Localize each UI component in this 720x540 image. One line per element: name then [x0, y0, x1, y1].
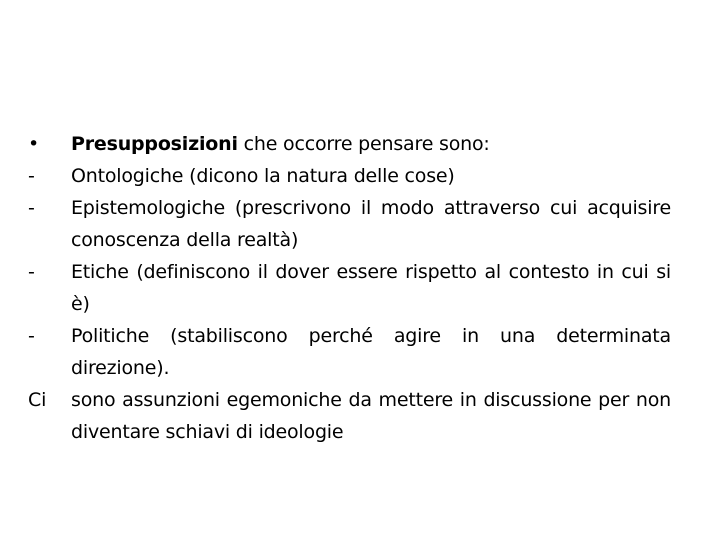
- bullet-item-presupposizioni: [28, 128, 671, 160]
- bullet-marker: •: [28, 133, 40, 155]
- item-text: Politiche (stabiliscono perché agire in una determinata direzione).: [71, 325, 671, 379]
- dash-marker: -: [28, 261, 35, 283]
- list-item-ontologiche: [28, 160, 671, 192]
- list-item-etiche: [28, 256, 671, 320]
- list-item-epistemologiche: [28, 192, 671, 256]
- bold-term: Presupposizioni: [71, 133, 238, 155]
- item-text: che occorre pensare sono:: [237, 133, 490, 155]
- dash-marker: -: [28, 197, 35, 219]
- dash-marker: -: [28, 165, 35, 187]
- item-text: Ontologiche (dicono la natura delle cose): [71, 165, 455, 187]
- list-item-politiche: [28, 320, 671, 384]
- paragraph-lead-word: Ci: [28, 389, 47, 411]
- item-text: Epistemologiche (prescrivono il modo attraverso cui acquisire conoscenza della realtà): [71, 197, 671, 251]
- dash-marker: -: [28, 325, 35, 347]
- closing-paragraph: [28, 384, 671, 448]
- item-text: Etiche (definiscono il dover essere rispetto al contesto in cui si è): [71, 261, 671, 315]
- item-text: sono assunzioni egemoniche da mettere in discussione per non diventare schiavi di ideologie: [71, 389, 671, 443]
- slide-body-text: [28, 128, 671, 448]
